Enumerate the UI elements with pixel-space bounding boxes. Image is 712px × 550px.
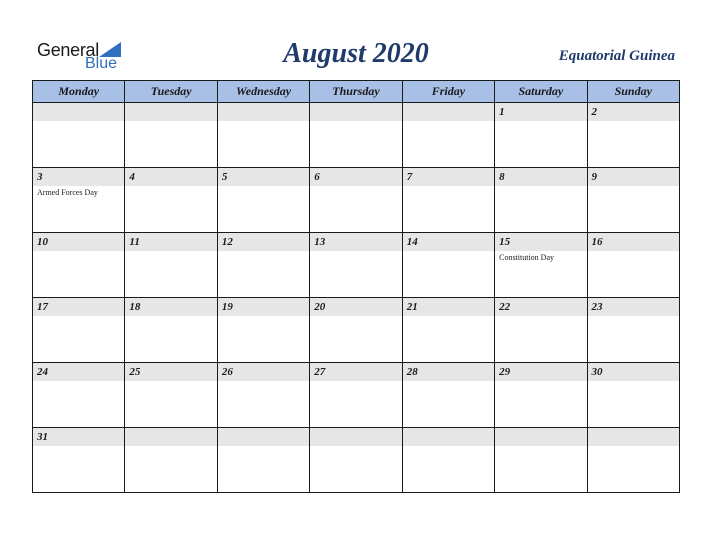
day-number: 30 [588,363,679,381]
day-number: 6 [310,168,401,186]
day-cell [217,298,309,363]
week-row [33,168,680,233]
weekday-saturday: Saturday [495,81,587,103]
day-number [310,428,401,446]
day-cell [402,298,494,363]
day-cell [310,363,402,428]
day-cell [33,428,125,493]
day-number: 29 [495,363,586,381]
day-number: 16 [588,233,679,251]
week-row [33,103,680,168]
day-number: 8 [495,168,586,186]
day-number [403,103,494,121]
day-cell [310,103,402,168]
day-cell [217,103,309,168]
day-cell [587,298,679,363]
calendar-body [33,103,680,493]
day-number: 2 [588,103,679,121]
day-cell [33,363,125,428]
day-cell [310,233,402,298]
day-cell [33,103,125,168]
day-number: 15 [495,233,586,251]
day-number: 19 [218,298,309,316]
day-cell [495,103,587,168]
week-row [33,298,680,363]
day-number: 3 [33,168,124,186]
day-cell [402,233,494,298]
holiday-label: Armed Forces Day [37,188,98,197]
weekday-thursday: Thursday [310,81,402,103]
day-number: 21 [403,298,494,316]
day-number [403,428,494,446]
day-number [218,103,309,121]
day-cell [33,298,125,363]
day-cell [587,363,679,428]
day-number: 1 [495,103,586,121]
day-cell [33,233,125,298]
day-cell [587,168,679,233]
day-number: 28 [403,363,494,381]
weekday-tuesday: Tuesday [125,81,217,103]
day-cell [125,363,217,428]
week-row [33,233,680,298]
country-name: Equatorial Guinea [558,48,675,64]
day-number [125,428,216,446]
day-cell [217,233,309,298]
day-number: 12 [218,233,309,251]
day-number: 14 [403,233,494,251]
holiday-label: Constitution Day [499,253,554,262]
weekday-header-row [33,81,680,103]
day-cell [217,363,309,428]
weekday-friday: Friday [402,81,494,103]
day-number: 25 [125,363,216,381]
day-number: 7 [403,168,494,186]
day-number: 11 [125,233,216,251]
day-number: 27 [310,363,401,381]
day-number: 20 [310,298,401,316]
day-cell [125,103,217,168]
day-number: 18 [125,298,216,316]
day-cell [217,428,309,493]
day-cell [125,233,217,298]
weekday-wednesday: Wednesday [217,81,309,103]
logo-word-general: General [37,40,99,60]
day-cell [402,428,494,493]
week-row [33,428,680,493]
day-number: 13 [310,233,401,251]
day-number: 9 [588,168,679,186]
day-cell [310,428,402,493]
day-number [33,103,124,121]
day-number: 23 [588,298,679,316]
day-cell [495,298,587,363]
day-number: 26 [218,363,309,381]
day-number [218,428,309,446]
day-cell [125,428,217,493]
day-number: 5 [218,168,309,186]
day-number: 31 [33,428,124,446]
day-cell [495,428,587,493]
weekday-sunday: Sunday [587,81,679,103]
day-cell [587,428,679,493]
day-cell [587,233,679,298]
day-cell [402,363,494,428]
day-cell [125,168,217,233]
day-number: 17 [33,298,124,316]
day-number: 4 [125,168,216,186]
day-cell [402,103,494,168]
day-number: 22 [495,298,586,316]
day-cell [310,298,402,363]
day-cell [495,363,587,428]
day-cell [495,168,587,233]
day-number [495,428,586,446]
page-title: August 2020 [283,38,429,69]
day-cell [33,168,125,233]
day-number [125,103,216,121]
day-cell [495,233,587,298]
day-cell [217,168,309,233]
day-cell [402,168,494,233]
day-cell [125,298,217,363]
day-number: 10 [33,233,124,251]
week-row [33,363,680,428]
weekday-monday: Monday [33,81,125,103]
day-cell [310,168,402,233]
day-number: 24 [33,363,124,381]
calendar-grid [32,80,680,493]
day-number [588,428,679,446]
day-cell [587,103,679,168]
day-number [310,103,401,121]
logo-word-blue: Blue [85,55,118,72]
